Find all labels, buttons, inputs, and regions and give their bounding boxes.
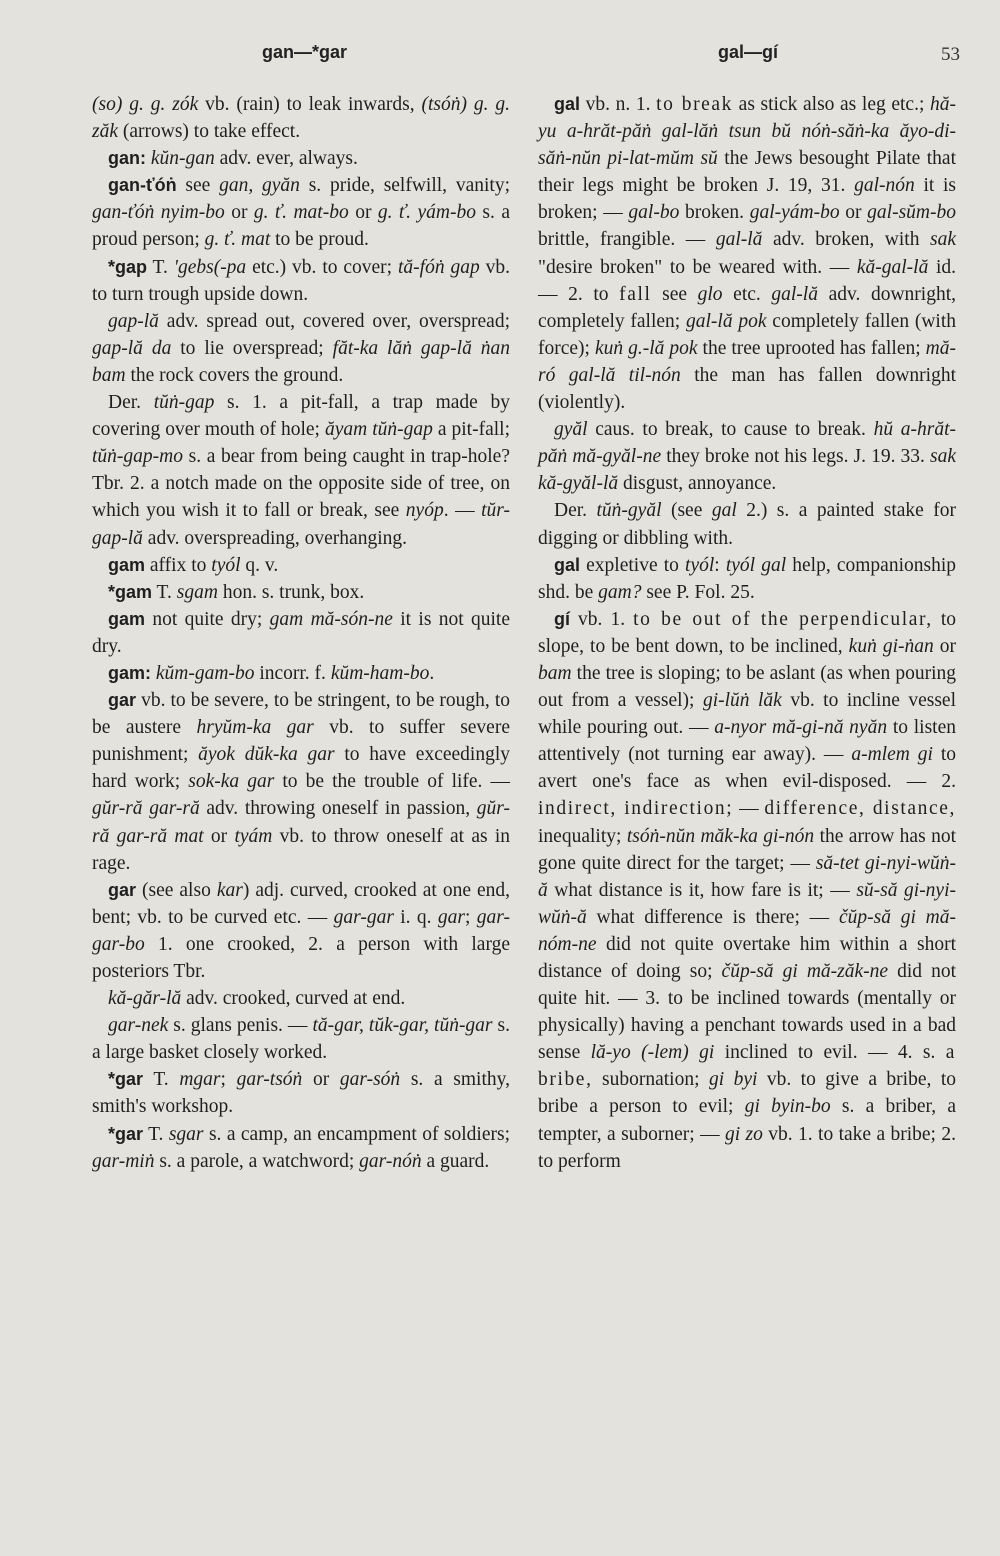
headword: gam	[108, 554, 146, 575]
dictionary-entry	[92, 1066, 510, 1120]
entry-text: s. pride, selfwill, vanity;	[299, 175, 511, 197]
entry-text: adv. overspreading, overhanging.	[142, 527, 407, 549]
entry-text: T.	[143, 1069, 180, 1091]
italic-term: čŭp-să gi mă-nóm-ne	[538, 906, 957, 955]
italic-term: tŭr-gap-lă	[92, 500, 511, 549]
dictionary-entry	[92, 91, 510, 145]
italic-term: gi zo	[725, 1123, 763, 1145]
entry-text: what difference is there; —	[586, 906, 839, 928]
entry-text: adv. spread out, covered over, overspread;	[158, 310, 510, 332]
italic-term: kă-gal-lă	[856, 256, 929, 278]
italic-term: gal-nón	[854, 175, 915, 197]
entry-text: the tree is sloping; to be aslant (as when pouring out from a vessel);	[538, 662, 956, 712]
italic-term: sak kă-gyăl-lă	[538, 446, 956, 495]
italic-term: gal-sŭm-bo	[867, 202, 956, 224]
italic-term: tŭṅ-gap	[153, 392, 215, 414]
entry-text: vb. to suffer severe punishment;	[92, 717, 510, 766]
italic-term: tyól	[211, 554, 241, 576]
italic-term: gam mă-són-ne	[269, 608, 393, 630]
entry-text: vb. 1.	[570, 608, 634, 630]
spaced-emphasis: a bribe,	[538, 1042, 956, 1091]
italic-term: gap-lă	[108, 310, 159, 332]
headword: gí	[554, 608, 570, 629]
entry-text: id. — 2. to	[538, 256, 956, 305]
entry-text: they broke not his legs. J. 19. 33.	[661, 446, 930, 468]
entry-text: vb. 1. to take a bribe; 2. to perform	[538, 1123, 956, 1172]
entry-text: incorr. f.	[254, 662, 331, 684]
entry-text: to lie overspread;	[171, 337, 333, 359]
entry-text: vb. to give a bribe, to bribe a person to evil;	[538, 1069, 956, 1118]
entry-text: disgust, annoyance.	[618, 473, 777, 495]
right-running-head: gal—gí	[718, 42, 779, 62]
headword: gan:	[108, 148, 146, 169]
spaced-emphasis: to be out of the perpendicular,	[633, 608, 933, 630]
entry-text: s. a smithy, smith's workshop.	[92, 1069, 510, 1118]
entry-text: s. a large basket closely worked.	[92, 1015, 510, 1064]
spaced-emphasis: difference, distance,	[764, 798, 956, 820]
entry-text: or	[302, 1069, 340, 1091]
entry-text: s. a bear from being caught in trap-hole? Tbr. 2. a notch made on the opposite side of tree, on which you wish it to fall or break, see	[92, 446, 510, 522]
entry-text: as stick also as leg etc.;	[733, 94, 930, 115]
italic-term: gar-miṅ	[92, 1150, 155, 1172]
entry-text: s. a camp, an encampment of soldiers;	[203, 1123, 510, 1145]
dictionary-entry	[92, 1012, 510, 1066]
headword: gar	[108, 879, 137, 900]
entry-text: s. a proud person;	[92, 202, 511, 251]
entry-text: not quite dry;	[145, 608, 270, 630]
entry-text: a pit-fall;	[432, 419, 510, 441]
italic-term: tă-fóṅ gap	[397, 256, 480, 278]
dictionary-entry	[92, 172, 510, 253]
italic-term: gap-lă da	[92, 337, 172, 359]
italic-term: lă-yo (-lem) gi	[590, 1042, 715, 1064]
entry-text: broken.	[679, 202, 750, 224]
italic-term: să-tet gi-nyi-wŭṅ-ă	[538, 852, 956, 901]
italic-term: gar-sóṅ	[339, 1069, 401, 1091]
dictionary-entry	[92, 985, 510, 1012]
entry-text: s. 1. a pit-fall, a trap made by covering over mouth of hole;	[92, 392, 510, 441]
italic-term: gar-tsóṅ	[236, 1069, 303, 1091]
entry-text: help, companionship shd. be	[538, 554, 956, 603]
italic-term: a-mlem gi	[851, 744, 933, 766]
entry-text: hon. s. trunk, box.	[217, 581, 365, 603]
entry-text: vb. to be severe, to be stringent, to be rough, to be austere	[92, 690, 510, 739]
italic-term: tyól gal	[725, 554, 787, 576]
right-column	[538, 91, 956, 1175]
italic-term: hŭ a-hrăt-păṅ mă-gyăl-ne	[538, 419, 956, 468]
dictionary-entry	[92, 660, 510, 687]
entry-text: Der.	[554, 500, 597, 522]
dictionary-entry	[92, 877, 510, 985]
entry-text: vb. to turn trough upside down.	[92, 256, 510, 305]
entry-text: a guard.	[421, 1150, 490, 1172]
entry-text: 1. one crooked, 2. a person with large posteriors Tbr.	[92, 933, 510, 982]
entry-text: T.	[152, 581, 177, 603]
italic-term: gyăl	[554, 419, 588, 441]
left-running-head: gan—*gar	[262, 42, 348, 62]
headword: gar	[108, 690, 137, 711]
italic-term: glo	[697, 283, 723, 305]
italic-term: gar-gar-bo	[92, 906, 510, 955]
italic-term: tŭṅ-gap-mo	[92, 446, 183, 468]
entry-text: "desire broken" to be weared with. —	[538, 256, 857, 278]
entry-text: the rock covers the ground.	[125, 364, 344, 386]
dictionary-entry	[538, 416, 956, 497]
left-column	[92, 91, 510, 1175]
entry-text: etc.) vb. to cover;	[246, 256, 398, 278]
italic-term: tyól	[685, 554, 715, 576]
italic-term: gal-lă pok	[686, 310, 767, 332]
spaced-emphasis: to break	[656, 94, 734, 115]
italic-term: gal	[711, 500, 737, 522]
entry-text: to avert one's face as when evil-disposed. — 2.	[538, 744, 957, 793]
headword: *gam	[108, 581, 153, 602]
entry-text: to be the trouble of life. —	[274, 771, 510, 793]
entry-text: vb. to incline vessel while pouring out. —	[538, 690, 957, 739]
italic-term: bam	[538, 662, 572, 684]
italic-term: gam?	[598, 581, 642, 603]
italic-term: gal-yám-bo	[749, 202, 840, 224]
entry-text: affix to	[145, 554, 212, 576]
entry-text: it is not quite dry.	[92, 608, 510, 657]
italic-term: g. ť. mat-bo	[253, 202, 349, 224]
italic-term: ăyam tŭṅ-gap	[324, 419, 433, 441]
italic-term: făt-ka lăṅ gap-lă ṅan bam	[92, 337, 510, 386]
entry-text: s. glans penis. —	[168, 1015, 313, 1037]
entry-text: what distance is it, how fare is it; —	[547, 879, 857, 901]
entry-text: the arrow has not gone quite direct for the target; —	[538, 825, 956, 874]
entry-text: or	[933, 635, 956, 657]
dictionary-entry	[92, 145, 510, 172]
italic-term: kŭm-ham-bo	[330, 662, 430, 684]
entry-text: ;	[465, 906, 477, 928]
entry-text: s. a parole, a watchword;	[154, 1150, 360, 1172]
italic-term: sgam	[176, 581, 218, 603]
entry-text: vb. n. 1.	[580, 94, 657, 115]
entry-text: adv. downright, completely fallen;	[538, 283, 956, 332]
spaced-emphasis: fall	[619, 283, 652, 305]
italic-term: kŭn-gan	[150, 148, 215, 170]
italic-term: sok-ka gar	[188, 771, 275, 793]
italic-term: kar	[216, 879, 243, 901]
entry-text: inclined to evil. — 4. s.	[714, 1042, 946, 1064]
italic-term: kă-găr-lă	[108, 988, 182, 1010]
entry-text: (see also	[136, 879, 217, 901]
entry-text: or	[348, 202, 378, 224]
dictionary-entry	[92, 254, 510, 308]
entry-text: the man has fallen downright (violently).	[538, 364, 956, 414]
entry-text: adv. throwing oneself in passion,	[199, 798, 477, 820]
entry-text: ;	[220, 1069, 237, 1091]
entry-text: caus. to break, to cause to break.	[587, 419, 874, 441]
entry-text: adv. ever, always.	[214, 148, 358, 170]
headword: *gap	[108, 256, 148, 277]
dictionary-entry	[538, 552, 956, 606]
entry-text: s. a briber, a tempter, a suborner; —	[538, 1096, 956, 1145]
entry-text: . —	[443, 500, 482, 522]
italic-term: ăyok dŭk-ka gar	[198, 744, 335, 766]
italic-term: 'gebs(-pa	[173, 256, 247, 278]
entry-text: i. q.	[393, 906, 438, 928]
entry-text: to slope, to be bent down, to be inclined,	[538, 608, 956, 657]
italic-term: gal-lă	[715, 229, 763, 251]
dictionary-entry	[538, 91, 956, 416]
entry-text: to be proud.	[270, 229, 369, 251]
italic-term: mgar	[179, 1069, 221, 1091]
headword: gal	[554, 94, 581, 114]
dictionary-entry	[538, 606, 956, 1175]
italic-term: gan, gyăn	[219, 175, 300, 197]
italic-term: (so) g. g. zók	[92, 94, 199, 115]
spaced-emphasis: indirect, indirection;	[538, 798, 734, 820]
entry-text: etc.	[722, 283, 772, 305]
entry-text: .	[429, 662, 435, 684]
entry-text: T.	[143, 1123, 169, 1145]
italic-term: kŭm-gam-bo	[155, 662, 255, 684]
dictionary-entry	[92, 389, 510, 552]
italic-term: kuṅ g.-lă pok	[594, 337, 698, 359]
entry-text: (arrows) to take effect.	[118, 121, 301, 143]
italic-term: sak	[930, 229, 956, 251]
entry-text: completely fallen (with force);	[538, 310, 957, 359]
italic-term: kuṅ gi-ṅan	[848, 635, 934, 657]
entry-text: see	[176, 175, 220, 197]
entry-text: (see	[661, 500, 712, 522]
entry-text: 2.) s. a painted stake for digging or dibbling with.	[538, 500, 956, 549]
entry-text: or	[839, 202, 868, 224]
entry-text: —	[733, 798, 765, 820]
entry-text: or	[224, 202, 254, 224]
dictionary-entry	[92, 606, 510, 660]
page-number: 53	[941, 44, 960, 65]
italic-term: gar-gar	[333, 906, 394, 928]
italic-term: g. ť. mat	[204, 229, 271, 251]
entry-text: it is broken; —	[538, 175, 957, 224]
dictionary-entry	[92, 552, 510, 579]
headword: gam	[108, 608, 146, 629]
dictionary-entry	[92, 687, 510, 877]
dictionary-entry	[92, 579, 510, 606]
italic-term: sŭ-să gi-nyi-wŭṅ-ă	[538, 879, 957, 928]
dictionary-entry	[92, 308, 510, 389]
italic-term: gar	[437, 906, 466, 928]
italic-term: sŭ	[700, 148, 718, 170]
headword: gan-ťóṅ	[108, 175, 177, 196]
headword: *gar	[108, 1123, 144, 1144]
entry-text: T.	[147, 256, 174, 278]
italic-term: hryŭm-ka gar	[196, 717, 314, 739]
entry-text: brittle, frangible. —	[538, 229, 716, 251]
headword: *gar	[108, 1069, 144, 1090]
dictionary-entry	[92, 1121, 510, 1175]
italic-term: gal-lă	[771, 283, 818, 305]
entry-text: see P. Fol. 25.	[641, 581, 755, 603]
italic-term: sgar	[168, 1123, 204, 1145]
headword: gal	[554, 554, 581, 575]
entry-text: Der.	[108, 392, 154, 414]
italic-term: gi byi	[708, 1069, 758, 1091]
entry-text: or	[203, 825, 235, 847]
entry-text: :	[714, 554, 726, 576]
italic-term: tyám	[234, 825, 273, 847]
entry-text: the tree uprooted has fallen;	[697, 337, 926, 359]
italic-term: gar-nek	[108, 1015, 169, 1037]
headword: gam:	[108, 662, 152, 683]
italic-term: a-nyor mă-gi-nă nyăn	[714, 717, 888, 739]
entry-text: adv. crooked, curved at end.	[181, 988, 406, 1010]
italic-term: gi byin-bo	[744, 1096, 831, 1118]
entry-text: see	[651, 283, 698, 305]
italic-term: (tsóṅ) g. g. zăk	[92, 94, 510, 143]
italic-term: nyóp	[405, 500, 444, 522]
entry-text: subornation;	[592, 1069, 709, 1091]
italic-term: gŭr-ră gar-ră mat	[92, 798, 510, 847]
italic-term: hă-yu a-hrăt-păṅ gal-lăṅ tsun bŭ nóṅ-săṅ-ka ăyo-di-săṅ-nŭn pi-lat-mŭm	[538, 94, 956, 170]
italic-term: gal-bo	[628, 202, 680, 224]
italic-term: čŭp-să gi mă-zăk-ne	[721, 961, 889, 982]
italic-term: mă-ró gal-lă til-nón	[538, 337, 956, 386]
entry-text: vb. (rain) to leak inwards,	[198, 94, 422, 115]
italic-term: tŭṅ-gyăl	[596, 500, 662, 522]
entry-text: to have exceedingly hard work;	[92, 744, 510, 793]
italic-term: gŭr-ră gar-ră	[92, 798, 200, 820]
dictionary-entry	[538, 497, 956, 551]
entry-text: q. v.	[240, 554, 279, 576]
entry-text: did not quite hit. — 3. to be inclined towards (mentally or physically) having a penchant towards used in a bad sense	[538, 961, 956, 1064]
entry-text: to listen attentively (not turning ear away). —	[538, 717, 956, 766]
entry-text: did not quite overtake him within a short distance of doing so;	[538, 933, 956, 982]
italic-term: tsóṅ-nŭn măk-ka gi-nón	[626, 825, 815, 847]
italic-term: gar-nóṅ	[359, 1150, 422, 1172]
entry-text: adv. broken, with	[762, 229, 930, 251]
italic-term: tă-gar, tŭk-gar, tŭṅ-gar	[312, 1015, 493, 1037]
entry-text: inequality;	[538, 825, 627, 847]
entry-text: vb. to throw oneself at as in rage.	[92, 825, 511, 874]
entry-text: expletive to	[580, 554, 686, 576]
entry-text: the Jews besought Pilate that their legs might be broken J. 19, 31.	[538, 148, 956, 197]
italic-term: g. ť. yám-bo	[377, 202, 476, 224]
italic-term: gi-lŭṅ lăk	[702, 690, 782, 712]
italic-term: gan-ťóṅ nyim-bo	[92, 202, 225, 224]
entry-text: ) adj. curved, crooked at one end, bent; vb. to be curved etc. —	[92, 879, 510, 928]
